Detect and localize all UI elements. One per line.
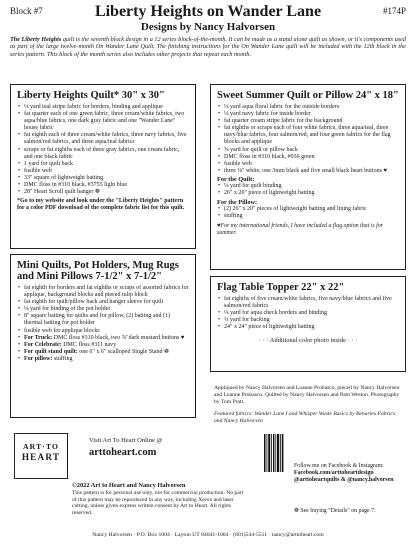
list-item: • (2) 26" x 20" pieces of lightweight batting and lining fabric xyxy=(217,206,399,213)
list-item: • ⅛ yard aqua floral fabric for the outside borders xyxy=(217,104,399,111)
flag-topper-list xyxy=(217,296,399,331)
flag-topper-box xyxy=(210,276,406,372)
list-item: • ⅔ yard for backing xyxy=(217,317,399,324)
credits-applique: Appliqued by Nancy Halvorsen and Luanne Probasco, pieced by Nancy Halvorsen and Luanne Probasco, Quilted by Nancy Halvorsen and Pam Weston. Photography by Tom Pratt. xyxy=(214,385,400,405)
quilt-list xyxy=(217,183,399,197)
list-item: • 1 yard for quilt back xyxy=(17,161,189,168)
stand-text: one 6" x 6" scalloped Single Stand ❁ xyxy=(77,348,169,355)
designer-line: Designs by Nancy Halvorsen xyxy=(140,21,276,33)
social-block xyxy=(294,463,412,484)
logo-top-text: ART·TO xyxy=(23,442,59,451)
sweet-summer-title: Sweet Summer Quilt or Pillow 24" x 18" xyxy=(217,90,399,101)
mini-quilts-title: Mini Quilts, Pot Holders, Mug Rugs and Mini Pillows 7-1/2" x 7-1/2" xyxy=(17,260,179,282)
intro-paragraph xyxy=(10,36,406,58)
block-number: Block #7 xyxy=(10,6,43,16)
list-item: • three ⅛" white, one 3mm black and five small black heart buttons ♥ xyxy=(217,168,399,175)
list-item: • fusible web xyxy=(17,168,189,175)
footer-contact: Nancy Halvorsen · P.O. Box 1004 · Layton UT 84041-1004 · (801)544-5511 · nancy@arttoheart.com xyxy=(92,532,324,538)
intro-text: quilt is the seventh block design in a 12 series block-of-the-month. It can be made as a stand alone quilt as shown, or it's components used as part of the large twelve-month On Wander Lane Quilt. The finishing instructions for the On Wander Lane quilt will be included with the 12th block in the series pattern. This block of the month series also includes other projects that repeat each month. xyxy=(10,36,406,58)
celebrate-text: DMC floss #311 navy xyxy=(61,341,117,348)
truck-label: For Truck: xyxy=(24,334,53,341)
list-item: • fat eighths or scraps each of four white fabrics, three aqua/teal, three navy/blue fabrics, four salmon/red, and four green fabrics for the flag blocks and applique xyxy=(217,125,399,146)
list-item: • fusible web xyxy=(217,161,399,168)
mini-quilts-box xyxy=(10,254,196,418)
copyright: ©2022 Art to Heart and Nancy Halvorsen xyxy=(72,482,186,489)
liberty-heights-box xyxy=(10,84,196,249)
list-item: • 26" x 20" piece of lightweight batting xyxy=(217,190,399,197)
liberty-heights-title: Liberty Heights Quilt* 30" x 30" xyxy=(17,90,165,101)
logo-bottom-text: HEART xyxy=(21,452,61,462)
art-to-heart-logo xyxy=(14,433,68,479)
list-item: • fat eighth each of three cream/white fabrics, three navy fabrics, five salmon/red fabrics, and three aqua/teal fabrics xyxy=(17,132,189,146)
list-item: • 8" square batting for quilts and for pillow, (2) batting and (1) thermal batting for pot holder xyxy=(17,313,189,327)
list-item: • 28" Heart Scroll quilt hanger ❁ xyxy=(17,189,189,196)
list-item: • DMC floss in #310 black, #936 green xyxy=(217,154,399,161)
sweet-summer-box xyxy=(210,84,406,270)
list-item: • DMC floss in #310 black, #3755 light blue xyxy=(17,182,189,189)
barcode-icon xyxy=(263,432,285,474)
legal-notice: This pattern is for personal use only, not for commercial production. No part of this pattern may be reproduced in any way, including Xerox and laser cutting, unless given express written consent by Art to Heart. All rights reserved. xyxy=(72,490,244,516)
pillow-list xyxy=(217,206,399,220)
mini-pillow-label: For pillow: xyxy=(24,355,53,362)
list-item: • ⅛ yard navy fabric for inside border xyxy=(217,111,399,118)
list-item: • ⅛ yard teal stripe fabric for borders, binding and applique xyxy=(17,104,189,111)
stand-label: For quilt stand quilt: xyxy=(24,348,78,355)
intro-quilt-name: The Liberty Heights xyxy=(10,36,62,43)
buying-details-note: ❁ See buying "Details" on page 7. xyxy=(294,508,376,514)
pillow-label: For the Pillow: xyxy=(217,198,258,206)
list-item xyxy=(17,342,189,349)
mini-pillow-text: stuffing xyxy=(52,355,73,362)
flag-topper-title: Flag Table Topper 22" x 22" xyxy=(217,282,345,293)
pattern-number: #174P xyxy=(382,6,406,16)
list-item: • fusible web for applique blocks xyxy=(17,328,189,335)
list-item: • scraps or fat eighths each of three gray fabrics, one cream fabric, and one black fabric xyxy=(17,147,189,161)
website-link[interactable]: arttoheart.com xyxy=(89,447,157,458)
list-item: • ⅝ yard for quilt or pillow back xyxy=(217,147,399,154)
visit-label: Visit Art To Heart Online @ xyxy=(89,437,163,444)
mini-quilts-list xyxy=(17,285,189,363)
list-item xyxy=(17,356,189,363)
credits-featured: Featured fabrics: Wander Lane I and Whisper Waste Basics by Benartex Fabrics and Nancy Halvorsen xyxy=(214,411,395,424)
list-item: • fat eighths of five cream/white fabrics, five navy/blue fabrics and five salmon/red fabrics xyxy=(217,296,399,310)
list-item: • fat eighth for quilt/pillow back and hanger sleeve for quilt xyxy=(17,299,189,306)
additional-photo-note: · · · Additional color photo inside · · · xyxy=(258,337,358,345)
instagram-handles[interactable]: @arttoheartquilts & @nancy.halvorsen xyxy=(294,477,394,483)
follow-label: Follow me on Facebook & Instagram: xyxy=(294,463,384,469)
pattern-title: Liberty Heights on Wander Lane xyxy=(94,3,322,20)
list-item: • ⅛ yard for quilt binding xyxy=(217,183,399,190)
sweet-summer-list xyxy=(217,104,399,175)
list-item xyxy=(17,349,189,356)
list-item: • fat quarter each of one green fabric, three cream/white fabrics, two aqua/blue fabrics, one dark gray fabric and one "Wander Lane" house fabric xyxy=(17,111,189,132)
list-item: • ⅛ yard for aqua check borders and binding xyxy=(217,310,399,317)
list-item: • stuffing xyxy=(217,213,399,220)
list-item: • ⅛ yard for binding of the pot holder xyxy=(17,306,189,313)
list-item: • 33" square of lightweight batting xyxy=(17,175,189,182)
list-item xyxy=(17,335,189,342)
facebook-link[interactable]: Facebook.com/arttoheartdesign xyxy=(294,470,374,476)
truck-text: DMC floss #310 black, two ⅞"dark mustard buttons ♥ xyxy=(52,334,185,341)
list-item: • fat quarter cream stripe fabric for the background xyxy=(217,118,399,125)
celebrate-label: For Celebrate: xyxy=(24,341,62,348)
liberty-heights-list xyxy=(17,104,189,196)
international-note: ♥For my international friends, I have included a flag option that is for summer. xyxy=(217,223,383,237)
list-item: • fat eighth for borders and fat eighths or scraps of assorted fabrics for applique, background blocks and pieced tulip block xyxy=(17,285,189,299)
list-item: • 24" x 24" piece of lightweight batting xyxy=(217,324,399,331)
quilt-label: For the Quilt: xyxy=(217,175,255,183)
liberty-heights-note: *Go to my website and look under the "Liberty Heights" pattern for a color PDF download of the complete fabric list for this quilt. xyxy=(17,198,185,212)
